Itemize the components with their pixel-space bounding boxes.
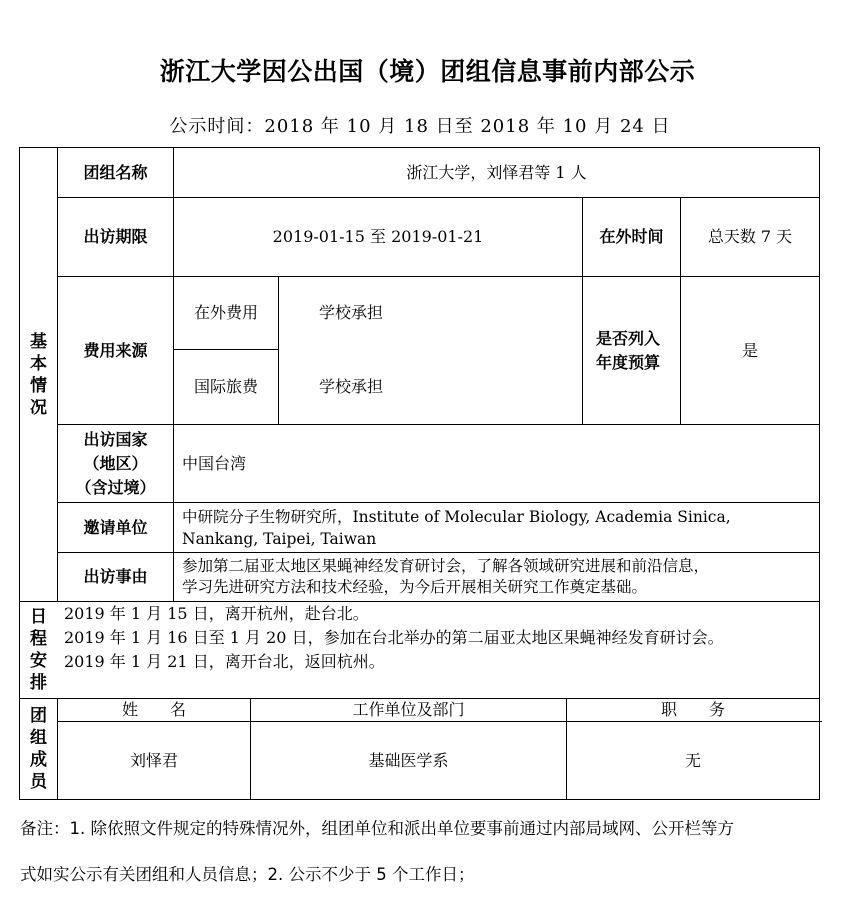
days-abroad-value: 总天数 7 天	[707, 227, 793, 246]
section-label-basic: 基 本 情 况	[30, 331, 47, 418]
inviter-value: 中研院分子生物研究所，Institute of Molecular Biology, Academia Sinica, Nankang, Taipei, Taiwan	[182, 507, 731, 548]
note-line-1: 备注：1. 除依照文件规定的特殊情况外，组团单位和派出单位要事前通过内部局域网、公开栏等方	[20, 819, 734, 838]
member-unit: 基础医学系	[368, 750, 449, 770]
publish-period: 公示时间：2018 年 10 月 18 日至 2018 年 10 月 24 日	[169, 116, 671, 137]
schedule-list	[58, 602, 819, 698]
list-item: 2019 年 1 月 16 日至 1 月 20 日，参加在台北举办的第二届亚太地区果蝇神经发育研讨会。	[64, 628, 724, 647]
period-value: 2019-01-15 至 2019-01-21	[272, 227, 484, 246]
purpose-label: 出访事由	[83, 567, 148, 586]
group-name-value: 浙江大学，刘怿君等 1 人	[406, 162, 587, 182]
member-name: 刘怿君	[129, 750, 178, 770]
list-item: 2019 年 1 月 21 日，离开台北，返回杭州。	[64, 652, 385, 671]
abroad-cost-label: 在外费用	[193, 303, 258, 322]
period-label: 出访期限	[83, 227, 148, 246]
purpose-value: 参加第二届亚太地区果蝇神经发育研讨会，了解各领域研究进展和前沿信息， 学习先进研究方法和技术经验，为今后开展相关研究工作奠定基础。	[182, 557, 710, 596]
intl-travel-value: 学校承担	[319, 377, 384, 396]
section-label-schedule: 日 程 安 排	[30, 607, 47, 693]
page-title: 浙江大学因公出国（境）团组信息事前内部公示	[159, 57, 696, 86]
note-line-2: 式如实公示有关团组和人员信息；2. 公示不少于 5 个工作日；	[20, 865, 475, 884]
members-header-position: 职 务	[660, 700, 725, 719]
member-position: 无	[684, 750, 701, 770]
members-header-unit: 工作单位及部门	[352, 700, 465, 719]
group-name-label: 团组名称	[83, 162, 148, 182]
intl-travel-label: 国际旅费	[193, 377, 258, 396]
abroad-cost-value: 学校承担	[319, 303, 384, 322]
inviter-label: 邀请单位	[83, 517, 148, 537]
members-header-name: 姓 名	[121, 700, 186, 719]
days-abroad-label: 在外时间	[599, 227, 664, 246]
list-item: 2019 年 1 月 15 日，离开杭州，赴台北。	[64, 604, 369, 623]
funding-label: 费用来源	[83, 340, 148, 360]
section-label-members: 团 组 成 员	[30, 706, 47, 792]
budget-value: 是	[741, 340, 758, 360]
country-label: 出访国家 （地区） （含过境）	[75, 429, 156, 497]
country-value: 中国台湾	[182, 453, 247, 473]
budget-label: 是否列入 年度预算	[596, 328, 661, 372]
